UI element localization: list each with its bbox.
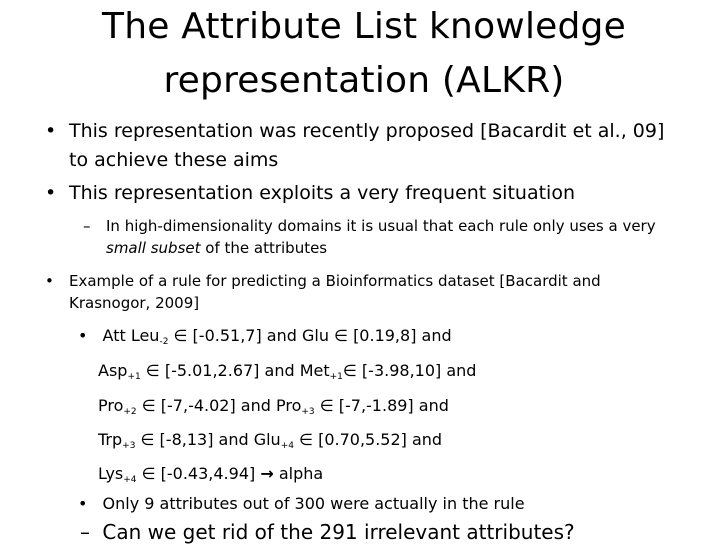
rule-attr: Trp xyxy=(98,430,123,449)
arrow-icon: → xyxy=(260,464,274,483)
slide-title: The Attribute List knowledge representation (ALKR) xyxy=(102,6,626,101)
rule-subscript: +4 xyxy=(280,441,294,451)
rule-text: ∈ [-5.01,2.67] and Met xyxy=(140,361,330,380)
bullet-2 xyxy=(45,179,685,208)
rule-subscript: +2 xyxy=(123,407,137,417)
dash-marker: – xyxy=(83,217,91,235)
bullet-dot: • xyxy=(78,326,88,345)
bullet-3-text: Example of a rule for predicting a Bioinformatics dataset [Bacardit and Krasnogor, 2009] xyxy=(69,272,601,312)
sub-text-a: In high-dimensionality domains it is usual that each rule only uses a very xyxy=(106,217,656,235)
rule-text: alpha xyxy=(273,464,324,483)
bullet-dot: • xyxy=(45,272,54,290)
bullet-5 xyxy=(80,518,575,547)
dash-marker: – xyxy=(80,520,90,544)
rule-subscript: +1 xyxy=(127,372,141,382)
rule-attr: Lys xyxy=(98,464,124,483)
rule-line-1 xyxy=(78,324,452,348)
rule-line-4 xyxy=(98,428,442,452)
rule-subscript: +4 xyxy=(123,475,137,485)
sub-text-b: of the attributes xyxy=(200,239,328,257)
bullet-dot: • xyxy=(45,182,57,204)
rule-text: ∈ [-0.51,7] and Glu ∈ [0.19,8] and xyxy=(168,326,452,345)
bullet-dot: • xyxy=(45,120,57,142)
rule-attr: Asp xyxy=(98,361,128,380)
rule-text: ∈ [-7,-4.02] and Pro xyxy=(136,396,302,415)
rule-text: ∈ [-0.43,4.94] xyxy=(136,464,261,483)
bullet-4-text: Only 9 attributes out of 300 were actually in the rule xyxy=(102,494,525,513)
rule-subscript: +3 xyxy=(301,407,315,417)
bullet-dot: • xyxy=(78,494,88,513)
sub-text-emphasis: small subset xyxy=(106,239,201,257)
bullet-3 xyxy=(45,270,675,314)
bullet-1-text: This representation was recently proposed [Bacardit et al., 09] to achieve these aims xyxy=(69,120,665,171)
rule-line-2 xyxy=(98,359,476,383)
bullet-2-text: This representation exploits a very frequent situation xyxy=(69,182,575,204)
rule-subscript: -2 xyxy=(159,337,169,347)
bullet-1 xyxy=(45,117,685,175)
bullet-4 xyxy=(78,492,525,516)
rule-text: ∈ [-3.98,10] and xyxy=(342,361,477,380)
rule-text: ∈ [-8,13] and Glu xyxy=(135,430,281,449)
rule-subscript: +3 xyxy=(122,441,136,451)
rule-subscript: +1 xyxy=(329,372,343,382)
bullet-2-sub-text xyxy=(83,215,683,259)
rule-text: ∈ [-7,-1.89] and xyxy=(314,396,449,415)
rule-line-5 xyxy=(98,462,323,486)
bullet-2-sub xyxy=(83,215,683,259)
rule-text: ∈ [0.70,5.52] and xyxy=(293,430,443,449)
rule-line-3 xyxy=(98,394,449,418)
rule-attr: Att Leu xyxy=(102,326,160,345)
rule-attr: Pro xyxy=(98,396,124,415)
bullet-5-text: Can we get rid of the 291 irrelevant attributes? xyxy=(102,520,575,544)
